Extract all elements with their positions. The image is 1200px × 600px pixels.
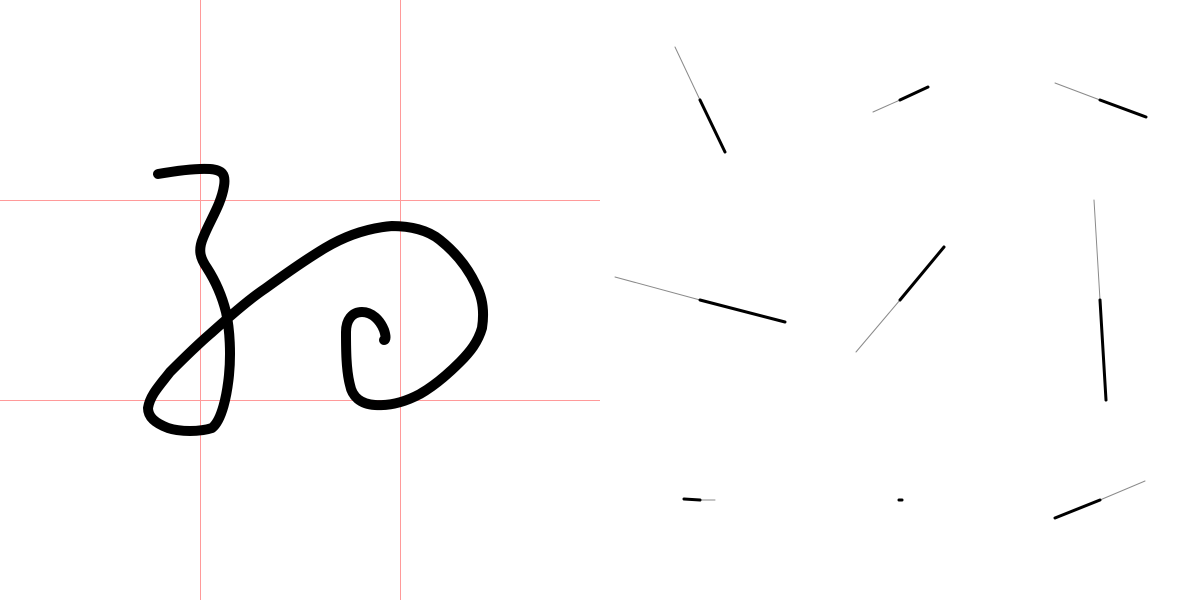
direction-mark-tail — [1055, 83, 1100, 100]
direction-mark-head — [1100, 100, 1146, 117]
direction-mark-head — [684, 499, 700, 500]
direction-mark — [1055, 83, 1146, 117]
direction-mark-head — [900, 87, 928, 100]
direction-mark — [1055, 481, 1145, 518]
direction-mark-head — [900, 247, 944, 300]
direction-mark — [615, 277, 785, 322]
direction-mark-tail — [615, 277, 700, 300]
direction-mark — [873, 87, 928, 112]
handwritten-glyph — [148, 169, 483, 431]
direction-mark — [856, 247, 944, 352]
direction-mark — [1094, 200, 1106, 400]
direction-mark-tail — [856, 300, 900, 352]
direction-mark-head — [1055, 500, 1100, 518]
direction-mark-head — [700, 300, 785, 322]
direction-mark-tail — [1094, 200, 1100, 300]
direction-mark-tail — [675, 47, 700, 100]
direction-mark-tail — [873, 100, 900, 112]
direction-mark-head — [700, 100, 725, 152]
direction-mark — [675, 47, 725, 152]
glyph-stroke-1 — [148, 169, 483, 431]
right-panel — [615, 47, 1146, 518]
direction-mark-head — [1100, 300, 1106, 400]
direction-mark-tail — [1100, 481, 1145, 500]
direction-mark — [684, 499, 715, 500]
